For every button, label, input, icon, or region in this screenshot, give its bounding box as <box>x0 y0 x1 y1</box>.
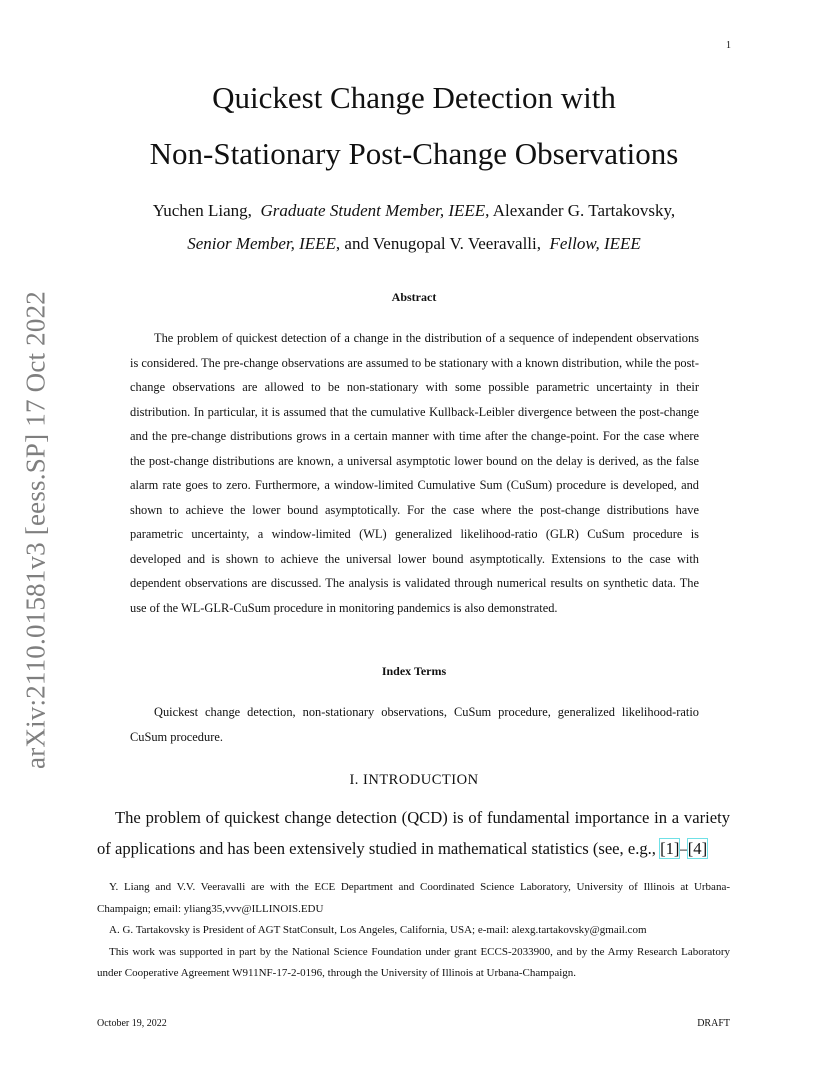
paper-title <box>0 70 828 182</box>
index-terms-text: Quickest change detection, non-stationary observations, CuSum procedure, generalized likelihood-ratio CuSum procedure. <box>130 705 699 744</box>
page-number: 1 <box>726 40 731 51</box>
author-2-name: , Alexander G. Tartakovsky, <box>485 201 676 220</box>
abstract-text: The problem of quickest detection of a change in the distribution of a sequence of independent observations is considered. The pre-change observations are assumed to be stationary with a known distribution, while the post-change observations are allowed to be non-stationary with some possible parametric uncertainty in their distribution. In particular, it is assumed that the cumulative Kullback-Leibler divergence between the post-change and the pre-change distributions grows in a certain manner with time after the change-point. For the case where the post-change distributions are known, a universal asymptotic lower bound on the delay is derived, as the false alarm rate goes to zero. Furthermore, a window-limited Cumulative Sum (CuSum) procedure is developed, and shown to achieve the lower bound asymptotically. For the case where the post-change distributions have parametric uncertainty, a window-limited (WL) generalized likelihood-ratio (GLR) CuSum procedure is developed and is shown to achieve the universal lower bound asymptotically. Extensions to the case with dependent observations are discussed. The analysis is validated through numerical results on synthetic data. The use of the WL-GLR-CuSum procedure in monitoring pandemics is also demonstrated. <box>130 331 699 615</box>
introduction-paragraph <box>97 802 730 864</box>
author-1-role: Graduate Student Member, IEEE <box>260 201 486 220</box>
footnote-funding: This work was supported in part by the National Science Foundation under grant ECCS-2033900, and by the Army Research Laboratory under Cooperative Agreement W911NF-17-2-0196, through the University of Illinois at Urbana-Champaign. <box>97 945 730 979</box>
author-3-role: Fellow, IEEE <box>549 234 641 253</box>
footnote-affiliation-1: Y. Liang and V.V. Veeravalli are with the ECE Department and Coordinated Science Laboratory, University of Illinois at Urbana-Champaign; email: yliang35,vvv@ILLINOIS.EDU <box>97 881 730 915</box>
section-heading-introduction: I. INTRODUCTION <box>349 772 479 788</box>
author-line-1 <box>0 194 828 227</box>
citation-separator: – <box>679 839 688 858</box>
abstract-heading: Abstract <box>391 290 437 304</box>
author-3-name: , and Venugopal V. Veeravalli, <box>335 234 541 253</box>
title-line-1: Quickest Change Detection with <box>212 80 616 115</box>
citation-link-4[interactable]: [4] <box>687 839 708 858</box>
author-line-2 <box>0 227 828 260</box>
author-block <box>0 194 828 260</box>
introduction-text: The problem of quickest change detection (QCD) is of fundamental importance in a variety of applications and has been extensively studied in mathematical statistics (see, e.g., <box>97 808 730 858</box>
author-2-role: Senior Member, IEEE <box>187 234 336 253</box>
footnote-affiliation-2: A. G. Tartakovsky is President of AGT StatConsult, Los Angeles, California, USA; e-mail: alexg.tartakovsky@gmail.com <box>109 924 647 936</box>
footer-date: October 19, 2022 <box>97 1018 167 1029</box>
author-1-name: Yuchen Liang, <box>152 201 252 220</box>
title-line-2: Non-Stationary Post-Change Observations <box>149 136 679 171</box>
citation-link-1[interactable]: [1] <box>660 839 680 858</box>
index-terms-heading: Index Terms <box>381 664 447 678</box>
footer-draft-label: DRAFT <box>697 1018 730 1029</box>
arxiv-identifier-stamp: arXiv:2110.01581v3 [eess.SP] 17 Oct 2022 <box>20 291 51 769</box>
footnotes <box>97 877 730 985</box>
